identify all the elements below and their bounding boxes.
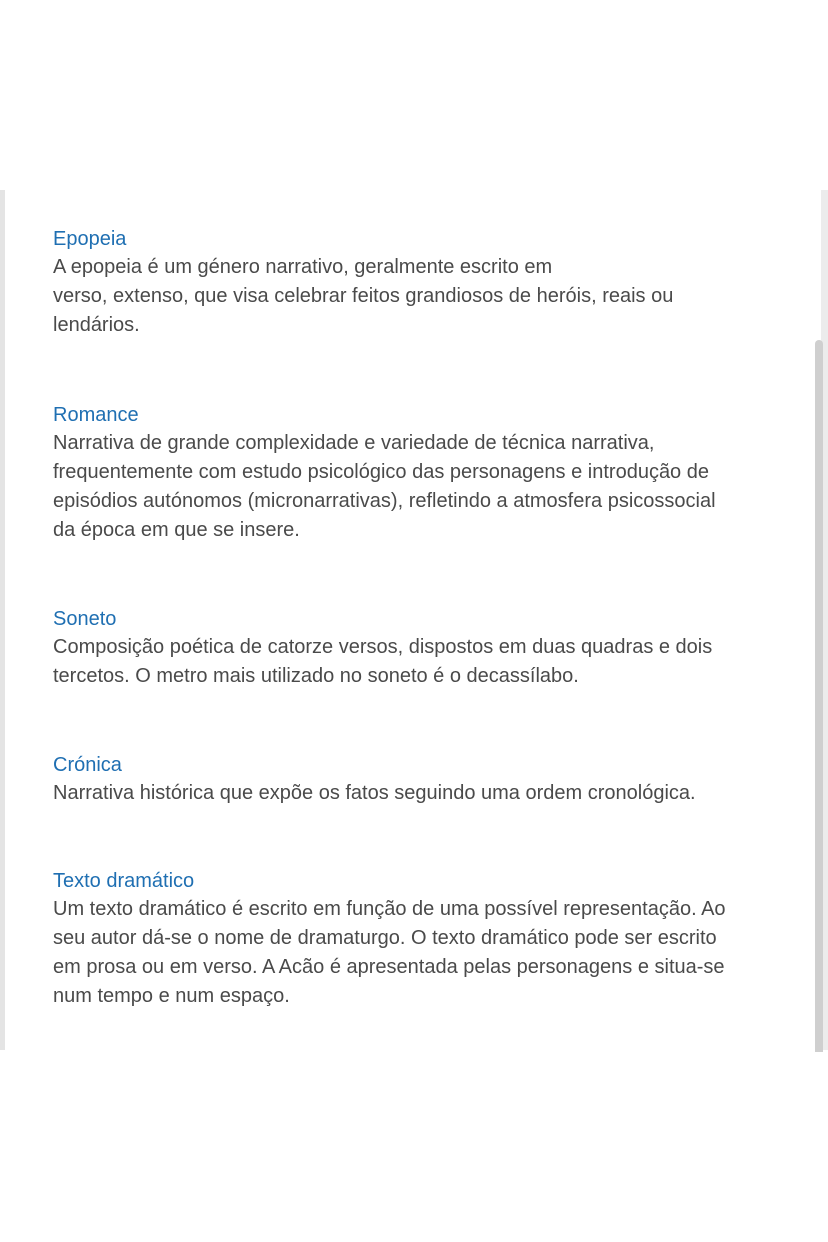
description-line: Narrativa de grande complexidade e variedade de técnica narrativa, [53,432,655,454]
glossary-list [53,226,783,1011]
description-line: Composição poética de catorze versos, dispostos em duas quadras e dois [53,636,713,658]
description-line: verso, extenso, que visa celebrar feitos grandiosos de heróis, reais ou [53,285,674,307]
entry-description [53,429,783,545]
description-line: lendários. [53,314,140,336]
description-line: da época em que se insere. [53,519,300,541]
glossary-entry-romance [53,402,783,545]
description-line: frequentemente com estudo psicológico das personagens e introdução de [53,461,709,483]
entry-title: Epopeia [53,228,127,250]
description-line: seu autor dá-se o nome de dramaturgo. O texto dramático pode ser escrito [53,927,717,949]
description-line: tercetos. O metro mais utilizado no soneto é o decassílabo. [53,665,579,687]
glossary-entry-cronica [53,752,783,808]
description-line: num tempo e num espaço. [53,985,290,1007]
entry-title: Romance [53,404,139,426]
glossary-entry-soneto [53,606,783,691]
entry-description [53,895,783,1011]
description-line: episódios autónomos (micronarrativas), refletindo a atmosfera psicossocial [53,490,716,512]
glossary-entry-epopeia [53,226,783,340]
entry-description [53,253,783,340]
entry-title: Soneto [53,608,117,630]
panel-left-edge [0,190,5,1050]
entry-title: Texto dramático [53,870,195,892]
entry-title: Crónica [53,754,122,776]
scrollbar-thumb[interactable] [815,340,823,1052]
description-line: A epopeia é um género narrativo, geralmente escrito em [53,256,553,278]
entry-description [53,633,783,691]
glossary-entry-texto-dramatico [53,868,783,1011]
description-line: em prosa ou em verso. A Acão é apresentada pelas personagens e situa-se [53,956,725,978]
description-line: Narrativa histórica que expõe os fatos seguindo uma ordem cronológica. [53,782,696,804]
entry-description [53,779,783,808]
description-line: Um texto dramático é escrito em função de uma possível representação. Ao [53,898,726,920]
